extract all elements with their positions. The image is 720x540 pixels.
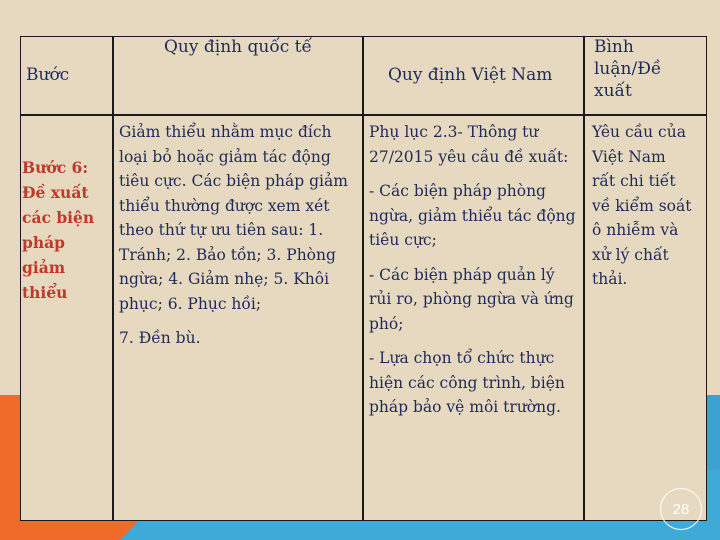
vietnam-text	[369, 120, 583, 420]
header-comment	[594, 36, 704, 102]
vietnam-line: ngừa, giảm thiểu tác động	[369, 206, 576, 225]
vietnam-line: phó;	[369, 314, 404, 333]
comment-line: ô nhiễm và	[592, 221, 679, 239]
comment-line: Yêu cầu của	[592, 123, 686, 141]
international-line: Tránh; 2. Bảo tồn; 3. Phòng	[119, 245, 336, 264]
comment-line: Việt Nam	[592, 147, 666, 166]
vietnam-line: tiêu cực;	[369, 231, 437, 249]
step-line: pháp giảm	[22, 233, 66, 277]
international-text	[119, 120, 364, 351]
divider-header	[20, 114, 707, 116]
comment-line: rất chi tiết	[592, 172, 676, 190]
vietnam-line: - Các biện pháp phòng	[369, 182, 546, 200]
comment-line: xử lý chất	[592, 245, 669, 264]
step-line: thiểu	[22, 283, 68, 302]
international-line: theo thứ tự ưu tiên sau: 1.	[119, 221, 324, 239]
international-line: loại bỏ hoặc giảm tác động	[119, 147, 331, 166]
international-line: thiểu thường được xem xét	[119, 196, 330, 215]
step-line: Bước 6:	[22, 158, 89, 177]
international-line: 7. Đền bù.	[119, 329, 201, 347]
international-line: tiêu cực. Các biện pháp giảm	[119, 172, 348, 190]
vietnam-line: pháp bảo vệ môi trường.	[369, 398, 561, 416]
vietnam-line: - Lựa chọn tổ chức thực	[369, 349, 555, 367]
divider-col-3	[583, 36, 585, 521]
step-label	[22, 155, 112, 305]
comment-line: về kiểm soát	[592, 196, 692, 215]
header-comment-line: luận/Đề	[594, 59, 662, 79]
step-line: Đề xuất	[22, 183, 89, 202]
comment-text	[592, 120, 706, 292]
header-international: Quy định quốc tế	[164, 37, 312, 57]
step-line: các biện	[22, 208, 95, 227]
international-line: phục; 6. Phục hồi;	[119, 294, 262, 313]
comment-line: thải.	[592, 270, 628, 288]
header-step: Bước	[26, 65, 70, 85]
divider-col-1	[112, 36, 114, 521]
header-comment-line: Bình	[594, 37, 634, 57]
vietnam-line: Phụ lục 2.3- Thông tư	[369, 123, 539, 141]
vietnam-line: hiện các công trình, biện	[369, 373, 565, 392]
international-line: ngừa; 4. Giảm nhẹ; 5. Khôi	[119, 270, 330, 288]
vietnam-line: 27/2015 yêu cầu đề xuất:	[369, 147, 569, 166]
vietnam-line: - Các biện pháp quản lý	[369, 265, 555, 284]
page-number: 28	[672, 500, 690, 518]
page-number-badge	[660, 488, 702, 530]
header-comment-line: xuất	[594, 81, 632, 101]
header-vietnam: Quy định Việt Nam	[388, 65, 553, 85]
vietnam-line: rủi ro, phòng ngừa và ứng	[369, 290, 574, 308]
international-line: Giảm thiểu nhằm mục đích	[119, 123, 332, 141]
